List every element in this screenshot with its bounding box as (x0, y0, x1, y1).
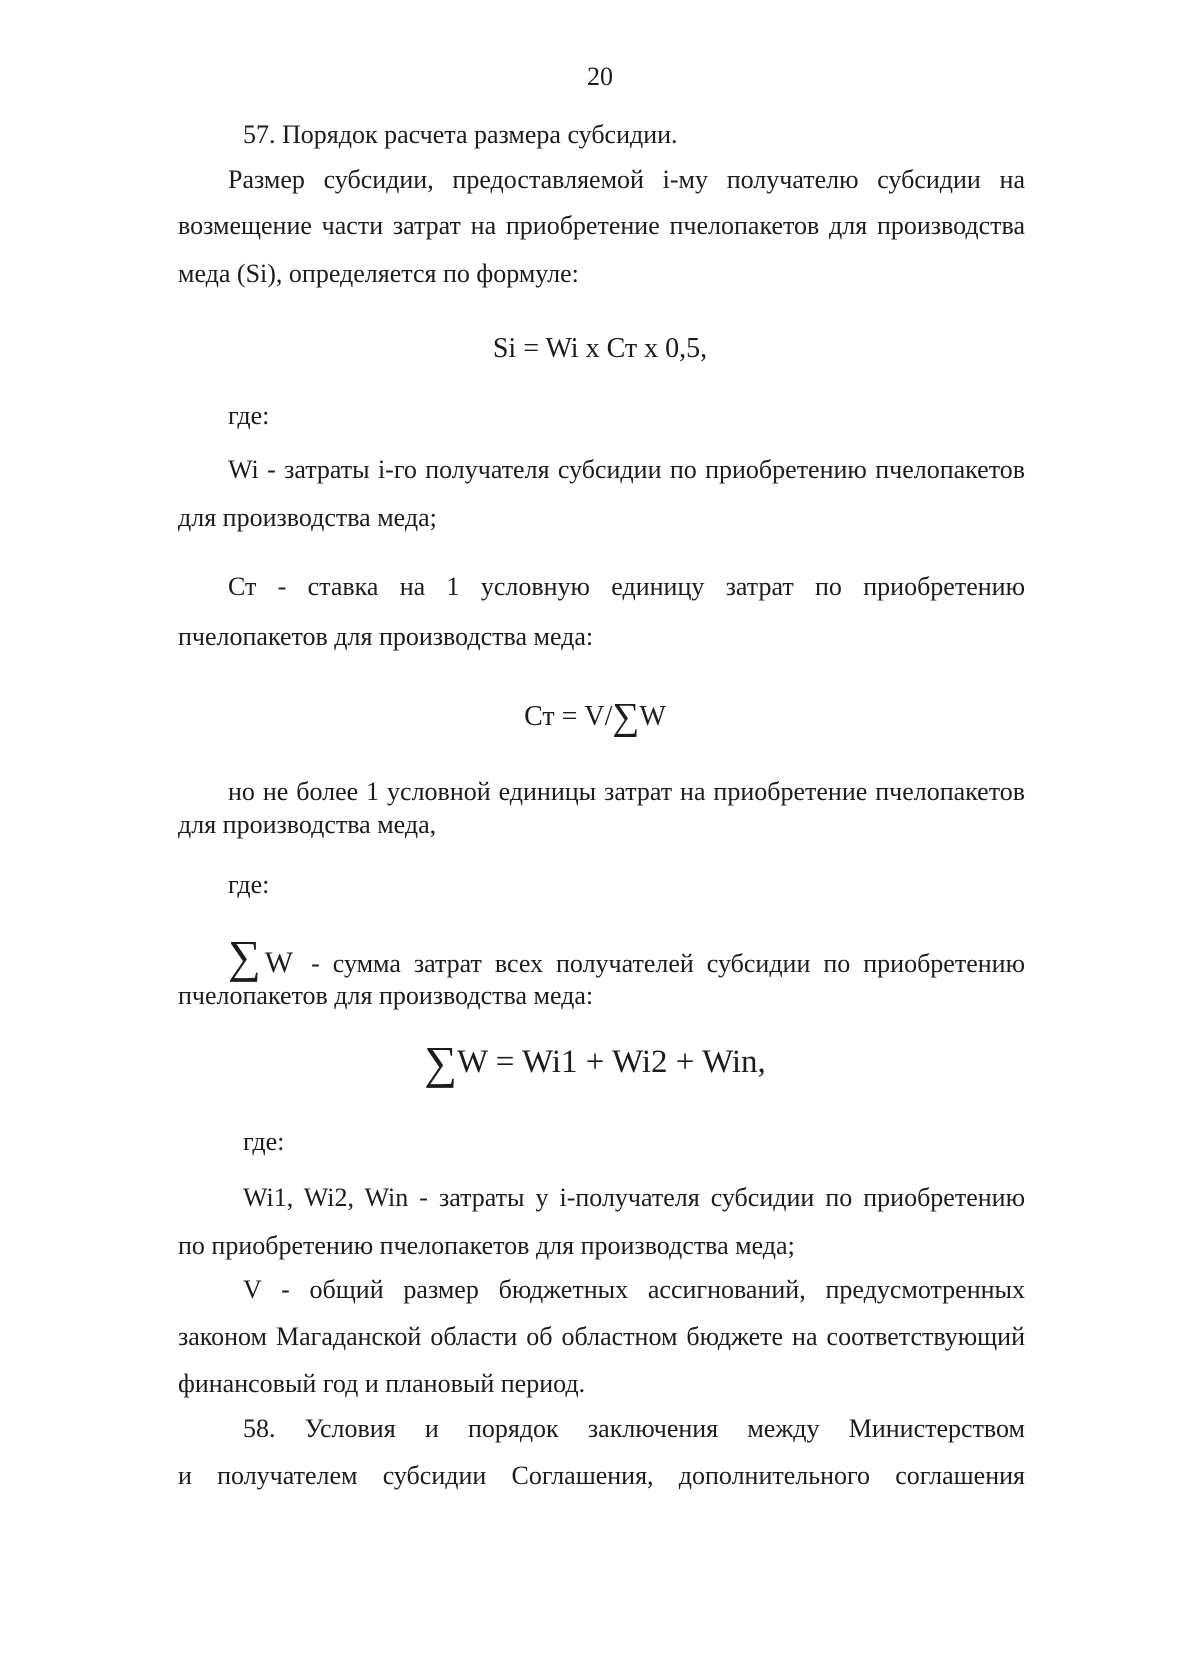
sumw-description: - сумма затрат всех получателей субсидии по приобретению (311, 949, 1025, 978)
section-57-heading: 57. Порядок расчета размера субсидии. (243, 120, 678, 149)
formula-ct-left: Ст = V/ (524, 701, 613, 732)
formula-ct (0, 696, 1190, 738)
wi-definition-line-1: Wi - затраты i-го получателя субсидии по приобретению пчелопакетов (228, 455, 1025, 484)
sum-symbol: ∑ (612, 696, 640, 738)
formula-ct-right: W (639, 701, 666, 732)
ct-definition-line-1: Ст - ставка на 1 условную единицу затрат по приобретению (228, 572, 1025, 601)
limit-line-1: но не более 1 условной единицы затрат на приобретение пчелопакетов (228, 777, 1025, 806)
section-58-line-2: и получателем субсидии Соглашения, дополнительного соглашения (178, 1461, 1025, 1490)
intro-line-3: меда (Si), определяется по формуле: (178, 259, 579, 288)
sum-symbol: ∑ (228, 931, 261, 982)
v-definition-line-2: законом Магаданской области об областном бюджете на соответствующий (178, 1322, 1025, 1351)
sum-symbol: ∑ (424, 1037, 457, 1088)
sumw-variable: W (264, 946, 294, 979)
where-label-2: где: (228, 870, 270, 899)
wi-definition-line-2: для производства меда; (178, 503, 437, 532)
wi12-definition-line-1: Wi1, Wi2, Win - затраты у i-получателя субсидии по приобретению (243, 1183, 1025, 1212)
formula-sumw (0, 1037, 1190, 1088)
wi12-definition-line-2: по приобретению пчелопакетов для производства меда; (178, 1231, 795, 1260)
v-definition-line-1: V - общий размер бюджетных ассигнований, предусмотренных (243, 1275, 1025, 1304)
formula-sumw-body: W = Wi1 + Wi2 + Win, (456, 1044, 766, 1080)
intro-line-2: возмещение части затрат на приобретение пчелопакетов для производства (178, 211, 1025, 240)
section-58-line-1: 58. Условия и порядок заключения между Министерством (243, 1414, 1025, 1443)
where-label-1: где: (228, 401, 270, 430)
where-label-3: где: (243, 1127, 285, 1156)
sumw-definition-line-2: пчелопакетов для производства меда: (178, 981, 594, 1010)
intro-line-1: Размер субсидии, предоставляемой i-му получателю субсидии на (228, 165, 1025, 194)
limit-line-2: для производства меда, (178, 810, 437, 839)
ct-definition-line-2: пчелопакетов для производства меда: (178, 622, 594, 651)
page-number: 20 (587, 62, 613, 91)
formula-si: Si = Wi x Ст x 0,5, (492, 333, 708, 364)
v-definition-line-3: финансовый год и плановый период. (178, 1369, 586, 1398)
sumw-definition-line-1 (228, 931, 1025, 982)
